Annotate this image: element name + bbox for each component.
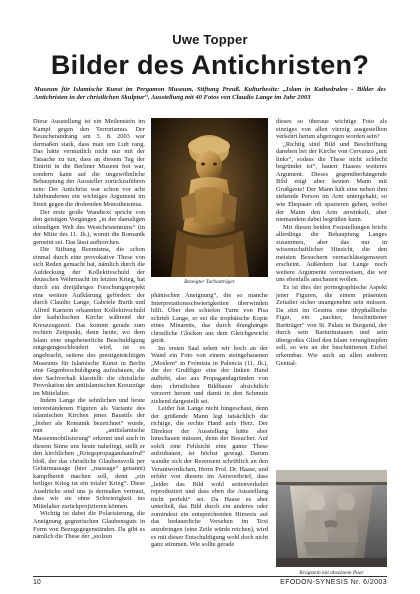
photo-turban-bearer [151,118,268,277]
paragraph: phänischen Aneignung“, die so manche Interpretationsschwierigkeiten überwinden hilft. Über den schiefen Turm von Pisa schrieb Lange, er sei die trophäische Kopie eines Minaretts, das durch dranghängte christliche Glocken aus dem Gleichgewicht gerät. [151,292,268,345]
sculpture-photo-2 [276,470,387,567]
paragraph: Diese Ausstellung ist ein Meilenstein im Kampf gegen den Terrorismus. Der Besucherandrang am 3. 8. 2003 war dermaßen stark, dass man um Luft rang. Das hätte vermutlich nicht nur mit der Tatsache zu tun, dass an diesem Tag der Eintritt in die Berliner Museen frei war, sondern kann auf die ungewöhnliche Behauptung der Aussteller zurückzuführen sein: Der Antichrist war schon vor acht Jahrhunderten ein wichtiges Argument im Streit gegen die drohenden Monotheismus. [33,118,145,209]
sculpture-photo-1 [151,118,268,277]
text-column-2 [151,292,268,549]
text-column-1 [33,118,145,541]
figure-caption-2: Kragstein mit obszönem Paar [299,570,364,576]
paragraph: Wichtig ist dabei die Polarisierung, die Aneignung gegnerischen Glaubensguts in Form von Bezugsgegenständen. Da gibt es nämlich die These der „stolzen [33,510,145,541]
paragraph: Leider hat Lange nicht hingeschaut, denn der grüßende Mann legt tatsächlich die richtige, die rechte Hand aufs Herz. Der Direktor der Ausstellung hätte aber hinschauen müssen, denn der Besucher. Auf solch eine Fehlsicht eine ganze These aufzubauen, ist höchst gewagt. Darum wandte sich der Rezensent schriftlich an den Verantwortlichen, Herrn Prof. Dr. Haase, und erfuhr von diesem im Antwortbrief, dass „leider das Bild wohl seitenverkehrt reproduziert und dass eben die Ausstellung nicht perfekt“ sei. Da Haase es aber unterließ, das Bild durch ein anderes oder zumindest ein entsprechenden Hinweis auf das bedauerliche Versehen im Text anzubringen (eine Zeile würde reichen), wird es mit dieser Entschuldigung wohl doch nicht ganz stimmen. Wie sollte gerade [151,405,268,549]
article-title: Bilder des Antichristen? [50,50,370,80]
paragraph: „Richtig sind Bild und Beschriftung daneben bei der Kirche von Cervanzo „mit links“, sodass die These nicht schlecht begründet ist“, hauert Haases weiteres Argument. Dieses gegenüberhängende Bild zeigt aber keinen Mann mit Grußgeste! Der Mann hält eine neben ihm stehende Person im Arm untergehakt, so wie Ehepaare oft spazieren gehen, wobei der Mann den Arm anwinkelt, aber niemandem dabei begrüßen kann. [276,140,387,224]
paragraph: Die Stiftung Reemtsma, die schon einmal durch eine provokative These von sich Reden gemacht hat, nämlich durch die Aufdeckung der Kollektivschuld der deutschen Wehrmacht im letzten Krieg, hat durch ein dreijähriges Forschungsprojekt eine weitere Aufklärung gefördert: der durch Claudio Lange, Gabriele Burth und Alfred Karnein erkannten Kollektivschuld der katholischen Kirche während der Kreuzzugszeit. Das kommt gerade zum rechten Zeitpunkt, denn heute, wo dem Islam eine ungeheuerliche Beschuldigung entgegengeschleudert wird, ist es angebracht, seitens des prestigeträchtigen Museums für Islamische Kunst in Berlin eine Gegenbeschuldigung aufzubauen, die den Sachverhalt klarstellt: die christliche Provokation der antiislamischen Kreuzzüge im Mittelalter. [33,246,145,397]
text-column-3 [276,118,387,367]
journal-name: EFODON-SYNESIS Nr. 6/2003 [280,579,387,586]
article-author: Uwe Topper [172,32,248,47]
paragraph: Mit diesen beiden Feststellungen bricht allerdings die Behauptung Langes zusammen, aber das nur in wissenschaftlicher Hinsicht, die den meisten Besuchern vernachlässigenswert erscheint. Außerdem hat Lange noch weitere Argumente vorzuweisen, die wir uns ebenfalls anschauen wollen. [276,223,387,284]
page-number: 10 [33,579,41,586]
paragraph: dieses so überaus wichtige Foto als einziges von allen vierzig ausgestellten verkehrt herum abgezogen worden sein? [276,118,387,141]
paragraph: Im ersten Saal sehen wir hoch an der Wand ein Foto von einem steingehauenen „Moslem“ in Frómista in Palencia (11. Jh.), die der Grußfigur eine der linken Hand aufhebt, also aus Propagandagründen von dem christlichen Bildhauer absichtlich verzerrt herum und damit in den Schmutz ziehend dargestellt sei. [151,344,268,405]
photo-corbel-couple [276,470,387,567]
footer-rule [33,576,387,577]
page-footer [33,579,387,589]
paragraph: Indem Lange die sehnlichen und heute unverständenen Figuren als Variante des islamischen Kirchen jenes Baustils der „bisher als Romanik bezeichnet“ wurde, nun als „antiislamische Massenmobilisierung“ erkennt und auch in diesem Sinne uns heute naheliegt, stellt er den kirchlichen „Kriegspropagandaaufruf“ bloß, der das christliche Glaubensvolk per Gebärmassage (hier „massage“ genannt) kampfbereit machen soll, denn „ein heiliger Krieg ist ein totaler Krieg“. Diese Ausdrücke sind uns ja dermaßen vertraut, dass wir sie ohne Schwierigkeit ins Mittelalter zurückprojizieren können. [33,397,145,510]
figure-caption-1: Bezeigter Turbanträger [184,279,235,285]
article-subtitle: Museum für Islamische Kunst im Pergamon Museum, Stiftung Preuß. Kulturbesitz: „Islam in Kathedralen - Bilder des Antichristen in der christlichen Skulptur“, Ausstellung mit 40 Fotos von Claudio Lange im Jahr 2003 [34,86,386,102]
paragraph: Der erste große Wandtext spricht von den geistigen Vorgängen „in der damaligen eilendigen Welt des Westchristentums“ (in der Mitte des 11. Jh.), womit die Romanik gemeint sei. Das lässt aufhorchen. [33,208,145,246]
paragraph: Es ist dies der pornographische Aspekt jener Figuren, die einem präsenten Zeitalter sicher unangenehm sein müssen. Da sitzt im Gesims eine ithyphallische Figur, ein „nackter, beschnittener Bartträger“ von St. Palais in Burgund, der durch sein Barturinstauen und sein übergroßes Glied den Islam verunglimpfen soll, so wie an der beschnittenen Eichel erkennbar. Wie auch an allen anderen Genital- [276,284,387,367]
